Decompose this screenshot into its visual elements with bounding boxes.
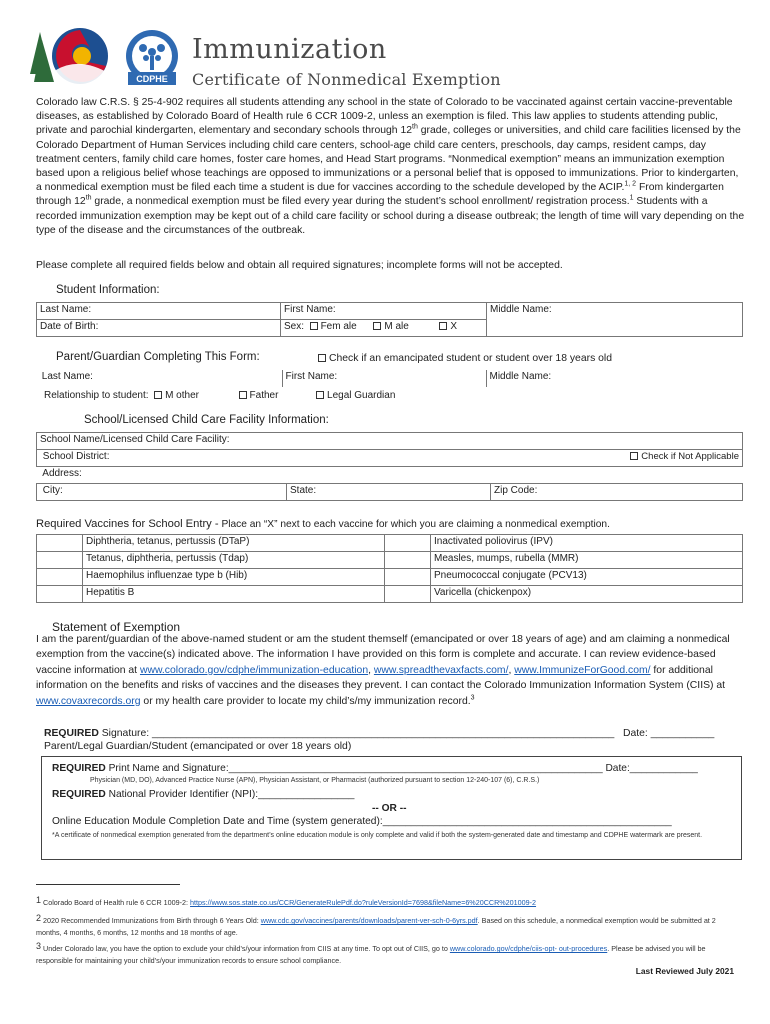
address-field[interactable]: Address: [37,467,743,484]
immunizeforgood-link[interactable]: www.ImmunizeForGood.com/ [514,664,651,676]
immunization-education-link[interactable]: www.colorado.gov/cdphe/immunization-education [139,664,369,676]
footnote-3: 3 Under Colorado law, you have the option to exclude your child’s/your information from CIIS at any time. To opt out of CIIS, go to www.colorado.gov/cdphe/ciis-opt- out-procedures. Please be advised you will be responsible for maintaining your child’s/your immunization records to ensure school compliance. [36,941,706,965]
last-reviewed: Last Reviewed July 2021 [635,966,734,976]
statement-paragraph: I am the parent/guardian of the above-named student or am the student themself (emancipated or over 18 years of age) and am claiming a nonmedical exemption from the vaccine(s) indicated above. The information I have provided on this form is complete and accurate. I can review evidence-based vaccine information at www.colorado.gov/cdphe/immunization-education, www.spreadthevaxfacts.com/, www.ImmunizeForGood.com/ for additional information on the benefits and risks of vaccines and the diseases they prevent. I can contact the Colorado Immunization Information System (CIIS) at www.covaxrecords.org or my health care provider to locate my child’s/my immunization record.$^3$ [36,634,730,707]
vaccine-name: Tetanus, diphtheria, pertussis (Tdap) [83,552,385,569]
vaccines-heading: Required Vaccines for School Entry - Place an “X” next to each vaccine for which you are claiming a nonmedical exemption. [36,518,610,530]
vaccine-x-cell[interactable] [37,552,83,569]
school-table [36,432,743,501]
x-checkbox[interactable]: X [439,321,457,332]
vaccine-name: Hepatitis B [83,586,385,603]
vaccine-row [37,552,743,569]
footnote-link[interactable]: www.colorado.gov/cdphe/ciis-opt- out-procedures [449,944,608,953]
mother-checkbox[interactable]: M other [154,390,199,401]
female-checkbox[interactable]: Fem ale [310,321,357,332]
relationship-row: Relationship to student: M other Father Legal Guardian [44,390,396,401]
city-field[interactable]: City: [37,484,287,501]
parent-signature-who: Parent/Legal Guardian/Student (emancipated or over 18 years old) [44,741,352,752]
parent-heading: Parent/Guardian Completing This Form: [56,351,260,363]
vaccine-name: Varicella (chickenpox) [431,586,743,603]
covaxrecords-link[interactable]: www.covaxrecords.org [36,695,141,707]
student-heading: Student Information: [56,284,160,296]
vaccine-name: Inactivated poliovirus (IPV) [431,535,743,552]
legal-guardian-checkbox[interactable]: Legal Guardian [316,390,395,401]
online-module-line[interactable]: Online Education Module Completion Date and Time (system generated):___________________________________________________ [52,816,672,827]
vaccine-x-cell[interactable] [37,586,83,603]
instructions-text: Please complete all required fields below and obtain all required signatures; incomplete forms will not be accepted. [36,260,563,271]
parent-table [36,370,743,387]
student-sex-field: Sex: Fem ale M ale X [281,320,487,337]
page-title: Immunization [192,34,387,65]
cdphe-logo-icon [118,28,186,88]
vaccine-name: Diphtheria, tetanus, pertussis (DTaP) [83,535,385,552]
vaccine-x-cell[interactable] [385,569,431,586]
vaccine-name: Pneumococcal conjugate (PCV13) [431,569,743,586]
or-divider: -- OR -- [372,803,407,814]
provider-signature-line[interactable]: REQUIRED Print Name and Signature:__________________________________________________________________ Date:____________ [52,763,698,774]
zip-field[interactable]: Zip Code: [491,484,743,501]
intro-paragraph: Colorado law C.R.S. § 25-4-902 requires all students attending any school in the state of Colorado to be vaccinated against certain vaccine-preventable diseases, as established by Colorado Board of Health rule 6 CCR 1009-2, unless an exemption is filed. This law applies to students attending public, private and parochial kindergarten, elementary and secondary schools through 12th grade, colleges or universities, and child care facilities licensed by the Colorado Department of Human Services including child care centers, school-age child care centers, preschools, day camps, resident camps, day treatment centers, family child care homes, foster care homes, and Head Start programs. “Nonmedical exemption” means an immunization exemption based upon a religious belief whose teachings are opposed to immunizations or a personal belief that is opposed to immunizations. Prior to kindergarten, a nonmedical exemption must be filed each time a student is due for vaccines according to the schedule developed by the ACIP.$^{1, 2}$ From kindergarten through 12th grade, a nonmedical exemption must be filed every year during the student’s school enrollment/ registration process.$^1$ Students with a recorded immunization exemption may be kept out of a child care facility or school during a disease outbreak; the length of time will vary depending on the type of the disease and the circumstances of the outbreak. [36,97,745,236]
colorado-logo-icon [30,26,114,88]
student-first-name-field[interactable]: First Name: [281,303,487,320]
npi-line[interactable]: REQUIRED National Provider Identifier (NPI):_________________ [52,789,355,800]
vaccine-row [37,569,743,586]
provider-roles: Physician (MD, DO), Advanced Practice Nurse (APN), Physician Assistant, or Pharmacist (authorized pursuant to section 12-240-107 (6), C.R.S.) [90,777,540,784]
svg-text:CDPHE: CDPHE [136,74,168,84]
father-checkbox[interactable]: Father [239,390,279,401]
student-table [36,302,743,337]
school-name-field[interactable]: School Name/Licensed Child Care Facility: [37,433,743,450]
statement-heading: Statement of Exemption [52,620,181,634]
footnote-2: 2 2020 Recommended Immunizations from Birth through 6 Years Old: www.cdc.gov/vaccines/parents/downloads/parent-ver-sch-0-6yrs.pdf. Based on this schedule, a nonmedical exemption would be submitted at 2 months, 4 months, 6 months, 12 months and 18 months of age. [36,913,716,937]
parent-last-name-field[interactable]: Last Name: [36,370,282,387]
vaccine-name: Haemophilus influenzae type b (Hib) [83,569,385,586]
footnote-1: 1 Colorado Board of Health rule 6 CCR 1009-2: https://www.sos.state.co.us/CCR/GenerateRulePdf.do?ruleVersionId=7698&fileName=6%20CCR%201009-2 [36,895,537,907]
footnote-divider [36,884,180,885]
state-field[interactable]: State: [287,484,491,501]
student-middle-name-field[interactable]: Middle Name: [487,303,743,337]
not-applicable-checkbox[interactable]: Check if Not Applicable [630,451,739,462]
provider-box [41,756,742,860]
student-last-name-field[interactable]: Last Name: [37,303,281,320]
vaccine-x-cell[interactable] [385,586,431,603]
parent-signature-line[interactable]: REQUIRED Signature: ________________________________________________________________________________ Date: ___________ [44,728,715,739]
parent-first-name-field[interactable]: First Name: [282,370,486,387]
footnote-link[interactable]: https://www.sos.state.co.us/CCR/GenerateRulePdf.do?ruleVersionId=7698&fileName=6%20CCR%201009-2 [190,898,537,907]
male-checkbox[interactable]: M ale [373,321,408,332]
vaccine-x-cell[interactable] [37,535,83,552]
parent-signature-block [44,728,744,752]
page-subtitle: Certificate of Nonmedical Exemption [192,70,501,89]
online-module-note: *A certificate of nonmedical exemption generated from the department’s online education module is only complete and valid if both the system-generated date and timestamp and CDPHE watermark are present. [52,832,703,839]
header [30,26,750,90]
student-dob-field[interactable]: Date of Birth: [37,320,281,337]
vaccine-x-cell[interactable] [385,552,431,569]
emancipated-checkbox[interactable]: Check if an emancipated student or student over 18 years old [318,353,612,364]
school-heading: School/Licensed Child Care Facility Information: [84,414,329,426]
parent-middle-name-field[interactable]: Middle Name: [486,370,743,387]
vaccine-name: Measles, mumps, rubella (MMR) [431,552,743,569]
vaccines-table [36,534,743,603]
vaccine-x-cell[interactable] [385,535,431,552]
school-district-field[interactable]: School District: Check if Not Applicable [37,450,743,467]
vaccine-row [37,535,743,552]
vaccine-row [37,586,743,603]
spreadthevaxfacts-link[interactable]: www.spreadthevaxfacts.com/ [373,664,509,676]
vaccine-x-cell[interactable] [37,569,83,586]
footnote-link[interactable]: www.cdc.gov/vaccines/parents/downloads/parent-ver-sch-0-6yrs.pdf [260,916,478,925]
